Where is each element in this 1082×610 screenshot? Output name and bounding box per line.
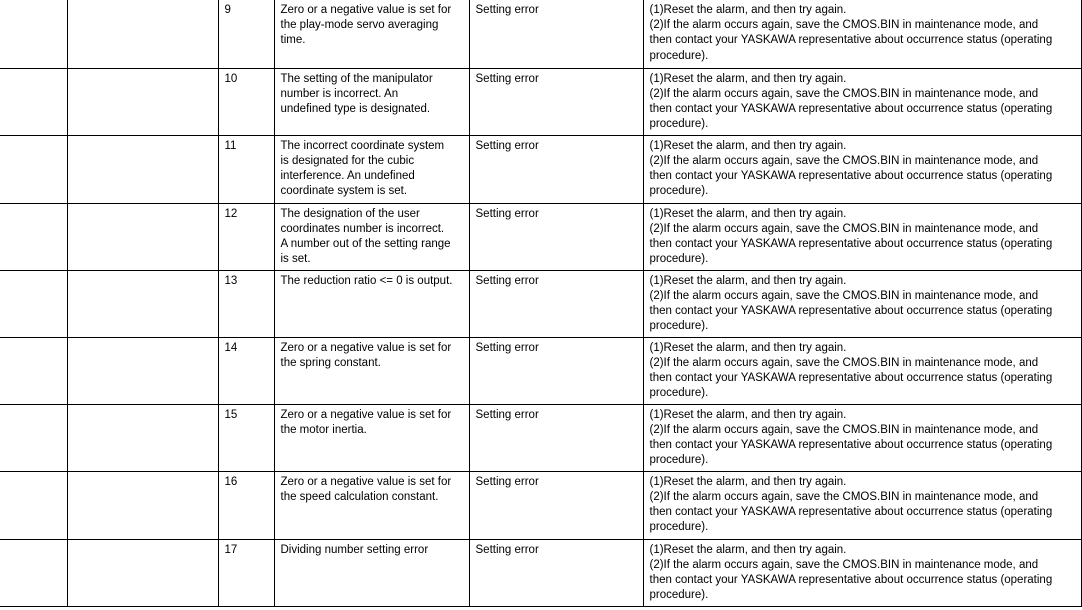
empty-cell: [0, 135, 67, 203]
error-type-cell: Setting error: [469, 135, 643, 203]
empty-cell: [67, 135, 218, 203]
description-cell: The incorrect coordinate system is designated for the cubic interference. An undefined coordinate system is set.: [274, 135, 469, 203]
empty-cell: [67, 337, 218, 404]
remedy-cell: (1)Reset the alarm, and then try again. (2)If the alarm occurs again, save the CMOS.BIN in maintenance mode, and then contact your YASKAWA representative about occurrence status (operating procedure).: [643, 135, 1081, 203]
table-row: [0, 270, 1081, 337]
sub-code-cell: 13: [218, 270, 274, 337]
sub-code-cell: 17: [218, 539, 274, 606]
empty-cell: [0, 0, 67, 68]
sub-code-cell: 15: [218, 404, 274, 471]
empty-cell: [67, 203, 218, 270]
remedy-cell: (1)Reset the alarm, and then try again. (2)If the alarm occurs again, save the CMOS.BIN in maintenance mode, and then contact your YASKAWA representative about occurrence status (operating procedure).: [643, 68, 1081, 135]
error-type-cell: Setting error: [469, 68, 643, 135]
remedy-cell: (1)Reset the alarm, and then try again. (2)If the alarm occurs again, save the CMOS.BIN in maintenance mode, and then contact your YASKAWA representative about occurrence status (operating procedure).: [643, 471, 1081, 539]
empty-cell: [0, 270, 67, 337]
description-cell: Zero or a negative value is set for the motor inertia.: [274, 404, 469, 471]
sub-code-cell: 9: [218, 0, 274, 68]
remedy-cell: (1)Reset the alarm, and then try again. (2)If the alarm occurs again, save the CMOS.BIN in maintenance mode, and then contact your YASKAWA representative about occurrence status (operating procedure).: [643, 270, 1081, 337]
description-cell: The designation of the user coordinates number is incorrect. A number out of the setting range is set.: [274, 203, 469, 270]
empty-cell: [67, 270, 218, 337]
sub-code-cell: 12: [218, 203, 274, 270]
empty-cell: [0, 539, 67, 606]
description-cell: The setting of the manipulator number is incorrect. An undefined type is designated.: [274, 68, 469, 135]
empty-cell: [0, 203, 67, 270]
empty-cell: [67, 539, 218, 606]
error-type-cell: Setting error: [469, 337, 643, 404]
sub-code-cell: 11: [218, 135, 274, 203]
empty-cell: [67, 0, 218, 68]
table-row: [0, 0, 1081, 68]
table-row: [0, 135, 1081, 203]
table-row: [0, 203, 1081, 270]
empty-cell: [67, 471, 218, 539]
description-cell: The reduction ratio <= 0 is output.: [274, 270, 469, 337]
empty-cell: [0, 404, 67, 471]
sub-code-cell: 16: [218, 471, 274, 539]
sub-code-cell: 14: [218, 337, 274, 404]
empty-cell: [67, 68, 218, 135]
empty-cell: [0, 471, 67, 539]
description-cell: Zero or a negative value is set for the spring constant.: [274, 337, 469, 404]
table-row: [0, 337, 1081, 404]
description-cell: Zero or a negative value is set for the play-mode servo averaging time.: [274, 0, 469, 68]
error-type-cell: Setting error: [469, 270, 643, 337]
table-row: [0, 404, 1081, 471]
description-cell: Dividing number setting error: [274, 539, 469, 606]
error-type-cell: Setting error: [469, 0, 643, 68]
error-type-cell: Setting error: [469, 539, 643, 606]
empty-cell: [0, 68, 67, 135]
remedy-cell: (1)Reset the alarm, and then try again. (2)If the alarm occurs again, save the CMOS.BIN in maintenance mode, and then contact your YASKAWA representative about occurrence status (operating procedure).: [643, 337, 1081, 404]
empty-cell: [0, 337, 67, 404]
table-row: [0, 539, 1081, 606]
remedy-cell: (1)Reset the alarm, and then try again. (2)If the alarm occurs again, save the CMOS.BIN in maintenance mode, and then contact your YASKAWA representative about occurrence status (operating procedure).: [643, 404, 1081, 471]
sub-code-cell: 10: [218, 68, 274, 135]
error-type-cell: Setting error: [469, 404, 643, 471]
remedy-cell: (1)Reset the alarm, and then try again. (2)If the alarm occurs again, save the CMOS.BIN in maintenance mode, and then contact your YASKAWA representative about occurrence status (operating procedure).: [643, 0, 1081, 68]
table-row: [0, 68, 1081, 135]
table-row: [0, 471, 1081, 539]
error-type-cell: Setting error: [469, 471, 643, 539]
remedy-cell: (1)Reset the alarm, and then try again. (2)If the alarm occurs again, save the CMOS.BIN in maintenance mode, and then contact your YASKAWA representative about occurrence status (operating procedure).: [643, 539, 1081, 606]
description-cell: Zero or a negative value is set for the speed calculation constant.: [274, 471, 469, 539]
remedy-cell: (1)Reset the alarm, and then try again. (2)If the alarm occurs again, save the CMOS.BIN in maintenance mode, and then contact your YASKAWA representative about occurrence status (operating procedure).: [643, 203, 1081, 270]
error-type-cell: Setting error: [469, 203, 643, 270]
empty-cell: [67, 404, 218, 471]
